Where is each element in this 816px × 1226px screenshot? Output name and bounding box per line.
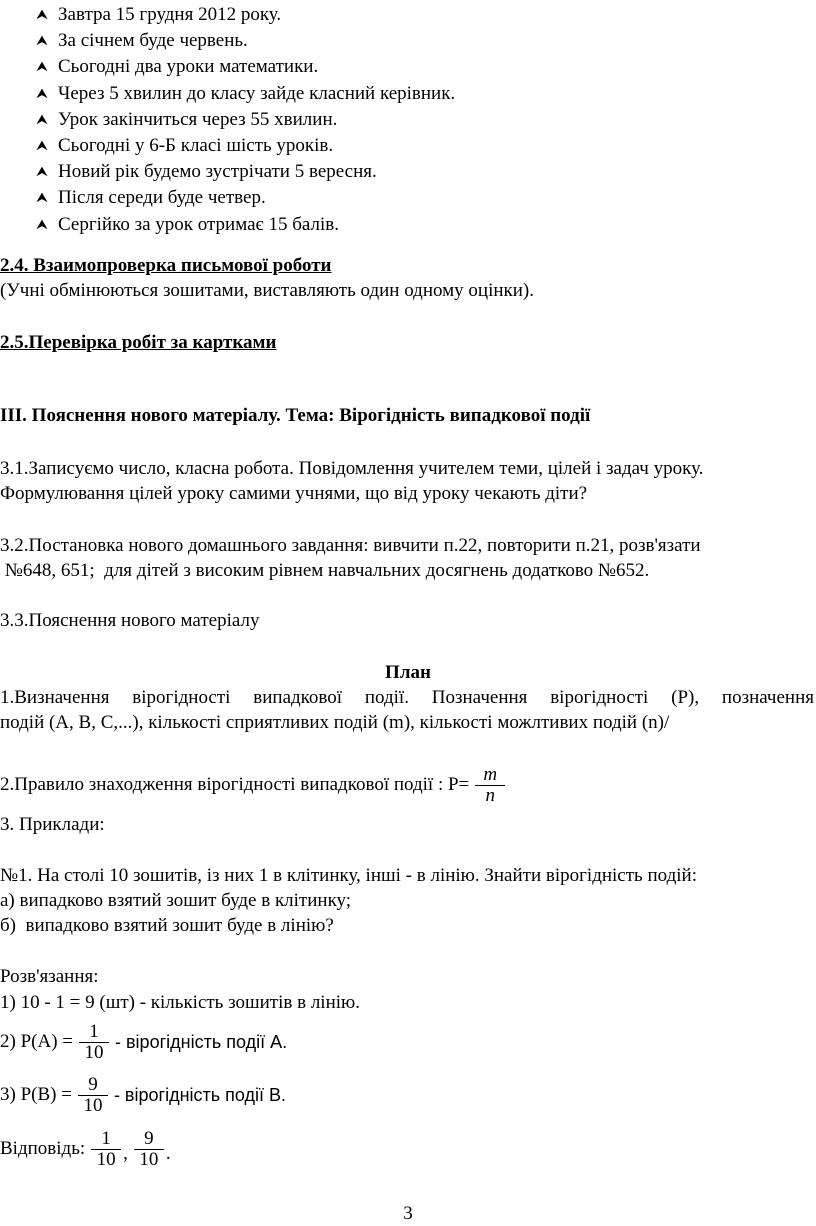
section-2-4-text: (Учні обмінюються зошитами, виставляють один одному оцінки). xyxy=(0,280,535,301)
arrowhead-bullet-icon: ⮝ xyxy=(36,138,48,155)
plan-item-2 xyxy=(0,763,511,807)
formula-denominator: n xyxy=(485,784,496,806)
arrowhead-bullet-icon: ⮝ xyxy=(36,33,48,50)
paragraph-3-3: 3.3.Пояснення нового матеріалу xyxy=(0,610,260,631)
plan-item-2-text: 2.Правило знаходження вірогідності випадкової події : Р= xyxy=(0,774,470,795)
answer-label: Відповідь: xyxy=(0,1138,86,1159)
plan-item-1-line2: подій (А, В, С,...), кількості сприятливих подій (m), кількості можлтивих подій (n)/ xyxy=(0,712,670,733)
section-3-heading: ІІІ. Пояснення нового матеріалу. Тема: Вірогідність випадкової події xyxy=(0,405,591,426)
solution-step-2: 2) Р(А) = $\frac{1}{10}$ - вірогідність події А. xyxy=(0,1020,288,1063)
answer-fraction-2: $\frac{9}{10}$ xyxy=(134,1129,164,1170)
list-item: ⮝ Після середи буде четвер. xyxy=(36,187,266,209)
list-item: ⮝ Через 5 хвилин до класу зайде класний керівник. xyxy=(36,82,456,104)
section-2-4-heading: 2.4. Взаимопроверка письмової роботи xyxy=(0,255,332,276)
arrowhead-bullet-icon: ⮝ xyxy=(36,85,48,102)
list-item: ⮝ Сьогодні у 6-Б класі шість уроків. xyxy=(36,135,334,157)
statement-list xyxy=(36,2,455,238)
list-item: ⮝ Сергійко за урок отримає 15 балів. xyxy=(36,213,339,235)
arrowhead-bullet-icon: ⮝ xyxy=(36,59,48,76)
solution-title: Розв'язання: xyxy=(0,966,99,987)
paragraph-3-2-line2: №648, 651; для дітей з високим рівнем навчальних досягнень додатково №652. xyxy=(0,560,650,581)
paragraph-3-2-line1: 3.2.Постановка нового домашнього завдання: вивчити п.22, повторити п.21, розв'язати xyxy=(0,535,701,556)
example-line3: б) випадково взятий зошит буде в лінію? xyxy=(0,915,334,936)
arrowhead-bullet-icon: ⮝ xyxy=(36,111,48,128)
list-item: ⮝ Новий рік будемо зустрічати 5 вересня. xyxy=(36,161,377,183)
fraction-p-b: $\frac{9}{10}$ xyxy=(78,1075,108,1116)
formula-numerator: m xyxy=(475,765,505,786)
paragraph-3-1-line1: 3.1.Записуємо число, класна робота. Повідомлення учителем теми, цілей і задач уроку. xyxy=(0,458,704,479)
plan-item-1-line1: 1.Визначення вірогідності випадкової події. Позначення вірогідності (Р), позначення xyxy=(0,687,814,708)
answer-line: Відповідь: $\frac{1}{10}$ , $\frac{9}{10}$ . xyxy=(0,1127,171,1170)
paragraph-3-1-line2: Формулювання цілей уроку самими учнями, що від уроку чекають діти? xyxy=(0,483,588,504)
plan-title: План xyxy=(385,662,431,683)
probability-formula xyxy=(475,765,505,806)
list-item: ⮝ Завтра 15 грудня 2012 року. xyxy=(36,4,282,26)
fraction-p-a: $\frac{1}{10}$ xyxy=(79,1022,109,1063)
arrowhead-bullet-icon: ⮝ xyxy=(36,7,48,24)
plan-item-3: 3. Приклади: xyxy=(0,814,105,835)
example-line2: а) випадково взятий зошит буде в клітинку; xyxy=(0,890,352,911)
arrowhead-bullet-icon: ⮝ xyxy=(36,190,48,207)
arrowhead-bullet-icon: ⮝ xyxy=(36,216,48,233)
solution-step-1: 1) 10 - 1 = 9 (шт) - кількість зошитів в лінію. xyxy=(0,992,360,1013)
list-item: ⮝ Сьогодні два уроки математики. xyxy=(36,56,319,78)
section-2-5-heading: 2.5.Перевірка робіт за картками xyxy=(0,332,277,353)
list-item: ⮝ За січнем буде червень. xyxy=(36,30,248,52)
example-line1: №1. На столі 10 зошитів, із них 1 в клітинку, інші - в лінію. Знайти вірогідність подій: xyxy=(0,865,697,886)
answer-fraction-1: $\frac{1}{10}$ xyxy=(91,1129,121,1170)
list-item: ⮝ Урок закінчиться через 55 хвилин. xyxy=(36,108,338,130)
page-number: 3 xyxy=(403,1203,413,1224)
arrowhead-bullet-icon: ⮝ xyxy=(36,164,48,181)
solution-step-3: 3) Р(В) = $\frac{9}{10}$ - вірогідність події В. xyxy=(0,1073,287,1116)
